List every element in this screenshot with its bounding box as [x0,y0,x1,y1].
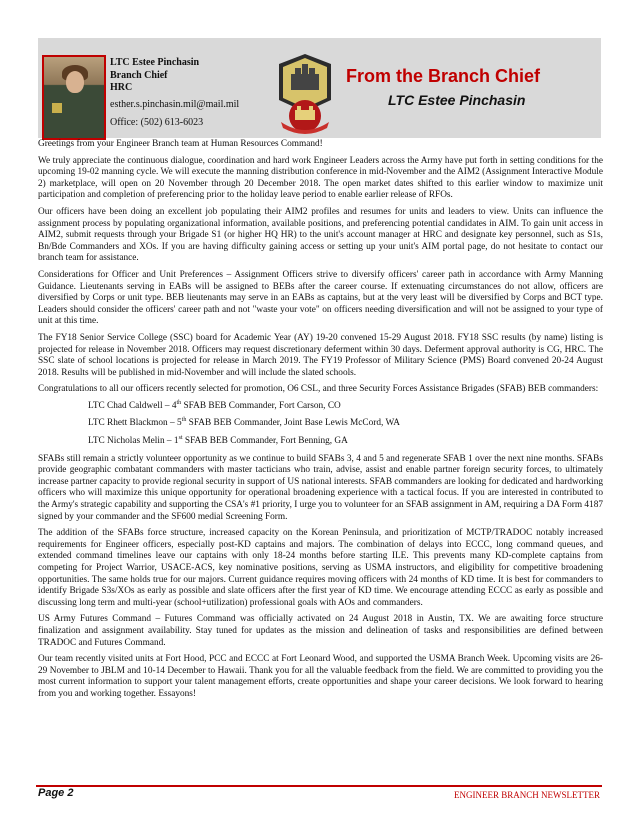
commander-name: LTC Nicholas Melin – 1 [88,436,179,447]
article-body [38,139,603,706]
commander-entry [88,418,603,430]
portrait-patch [52,103,62,113]
newsletter-name: ENGINEER BRANCH NEWSLETTER [454,790,600,800]
commander-entry [88,436,603,448]
paragraph: Congratulations to all our officers recently selected for promotion, O6 CSL, and three Security Forces Assistance Brigades (SFAB) BEB commanders: [38,384,599,395]
commander-entry [88,401,603,413]
commander-name: LTC Chad Caldwell – 4 [88,400,177,411]
officer-portrait [42,55,106,140]
commander-assignment: SFAB BEB Commander, Joint Base Lewis McCord, WA [186,418,400,429]
paragraph: The addition of the SFABs force structure, increased capacity on the Korean Peninsula, and prioritization of MCTP/TRADOC notably increased requirements for Engineer officers, especially post-KD captains and majors. The combination of delays into ECCC, long command queues, and extended command timelines leave our captains with only 18-24 months before starting ILE. This prevents many KD-complete captains from competing for Project Warrior, USACE-ACS, key nominative positions, serving as USMA instructors, and eligibility for competitive broadening opportunities. The same holds true for our majors. Current guidance requires moving officers with 24 months of KD time. It is best for commanders to identify Brigade S3s/XOs as early as possible and slate officers after the first year of KD time. We encourage attending ECCC as early as possible and discussing long term and multi-year (school+utilization) professional goals with AOs and commanders. [38,528,603,608]
contact-name: LTC Estee Pinchasin [110,57,200,68]
paragraph: Our officers have been doing an excellent job populating their AIM2 profiles and resumes for units and leaders to view. Units can influence the assignment process by populating organizational information, available positions, and preferencing potential candidates in AIM. To gain unit access in AIM2, submit requests through your Brigade S1 (or higher HQ HR) to the unit's account manager at HRC and designate key personnel, such as S1s, Bn/Bde Commanders and XOs. If you are having difficulty gaining access or setting up your unit's AIM portal page, do not hesitate to contact our branch team for assistance. [38,206,603,264]
section-title: From the Branch Chief [346,66,541,86]
paragraph: Considerations for Officer and Unit Preferences – Assignment Officers strive to diversify officers' career path in accordance with Army Manning Guidance. Lieutenants serving in EABs will be assigned to BEBs after the career course. If extenuating circumstances do not allow, officers are diversified by Corps or unit type. BEB lieutenants may serve in an EABs as captains, but at the very least will be diversified by Corps and BCT type. Leaders should consider the officers' career path and not "waste your vote" on officers needing diversification and will not be assigned to your type of unit at this time. [38,269,603,327]
commander-assignment: SFAB BEB Commander, Fort Carson, CO [181,400,341,411]
paragraph: We truly appreciate the continuous dialogue, coordination and hard work Engineer Leaders across the Army have put forth in setting conditions for the upcoming 19-02 manning cycle. We will execute the manning distribution conference in mid-November and the AIM2 (Assignment Interactive Module 2) marketplace, will open on 20 November through 20 December 2018. The open market dates shifted to this earlier window to maximize unit participation and completion of preferencing prior to the holiday leave period to enable earlier release of RFOs. [38,155,603,201]
contact-title: Branch Chief [110,69,168,81]
page-number: Page 2 [38,787,74,799]
section-byline: LTC Estee Pinchasin [388,92,526,108]
paragraph: SFABs still remain a strictly volunteer opportunity as we continue to build SFABs 3, 4 and 5 and regenerate SFAB 1 over the next nine months. SFABs provide geographic combatant commanders with master tacticians who train, advise, assist and enable partner foreign security forces, to ultimately increase partner capacity to provide regional security in support of US national interests. SFAB commanders are looking for dedicated and hardworking officers who will maximize this unique opportunity for operational broadening experience with a tactical focus. If you are interested in contributed to the Army's strategic capability and supporting the CSA's #1 priority, I urge you to volunteer for an SFAB assignment in AM, requiring a DA Form 4187 signed by your commander and the SF600 medial Screening Form. [38,453,603,522]
commander-name: LTC Rhett Blackmon – 5 [88,418,182,429]
ordinal-suffix: th [176,399,182,406]
paragraph: Our team recently visited units at Fort Hood, PCC and ECCC at Fort Leonard Wood, and supported the USMA Branch Week. Upcoming visits are 26-29 November to JBLM and 10-14 December to Hawaii. Thank you for all the valuable feedback from the field. We are committed to providing you the most current information to support your talent management efforts, create opportunities and shape your career decisions. We look forward to hearing from you and working together. Essayons! [38,654,603,699]
paragraph: US Army Futures Command – Futures Command was officially activated on 24 August 2018 in Austin, TX. We are awaiting force structure finalization and assignment availability. Stay tuned for updates as the mission and delineation of tasks and responsibilities are defined between TRADOC and Futures Command. [38,614,603,648]
paragraph: The FY18 Senior Service College (SSC) board for Academic Year (AY) 19-20 convened 15-29 August 2018. FY18 SSC results (by name) listing is projected for release in November 2018. Officers may request discretionary deferment within 30 days. Deferment approval authority is CG, HRC. The SSC slate of school locations is projected for release in March 2019. The FY19 Professor of Military Science (PMS) Board convened 20-24 August 2018. Results will be published in mid-November and will include the slated schools. [38,332,603,378]
portrait-face [66,71,84,93]
ordinal-suffix: st [178,434,183,441]
contact-phone: Office: (502) 613-6023 [110,117,204,128]
paragraph: Greetings from your Engineer Branch team at Human Resources Command! [38,139,323,149]
engineer-insignia-emblem [273,52,337,134]
contact-email[interactable]: esther.s.pinchasin.mil@mail.mil [110,98,240,110]
contact-block [110,57,270,130]
ordinal-suffix: th [181,417,187,424]
commander-assignment: SFAB BEB Commander, Fort Benning, GA [182,436,348,447]
footer-divider [36,785,602,787]
contact-org: HRC [110,82,133,93]
